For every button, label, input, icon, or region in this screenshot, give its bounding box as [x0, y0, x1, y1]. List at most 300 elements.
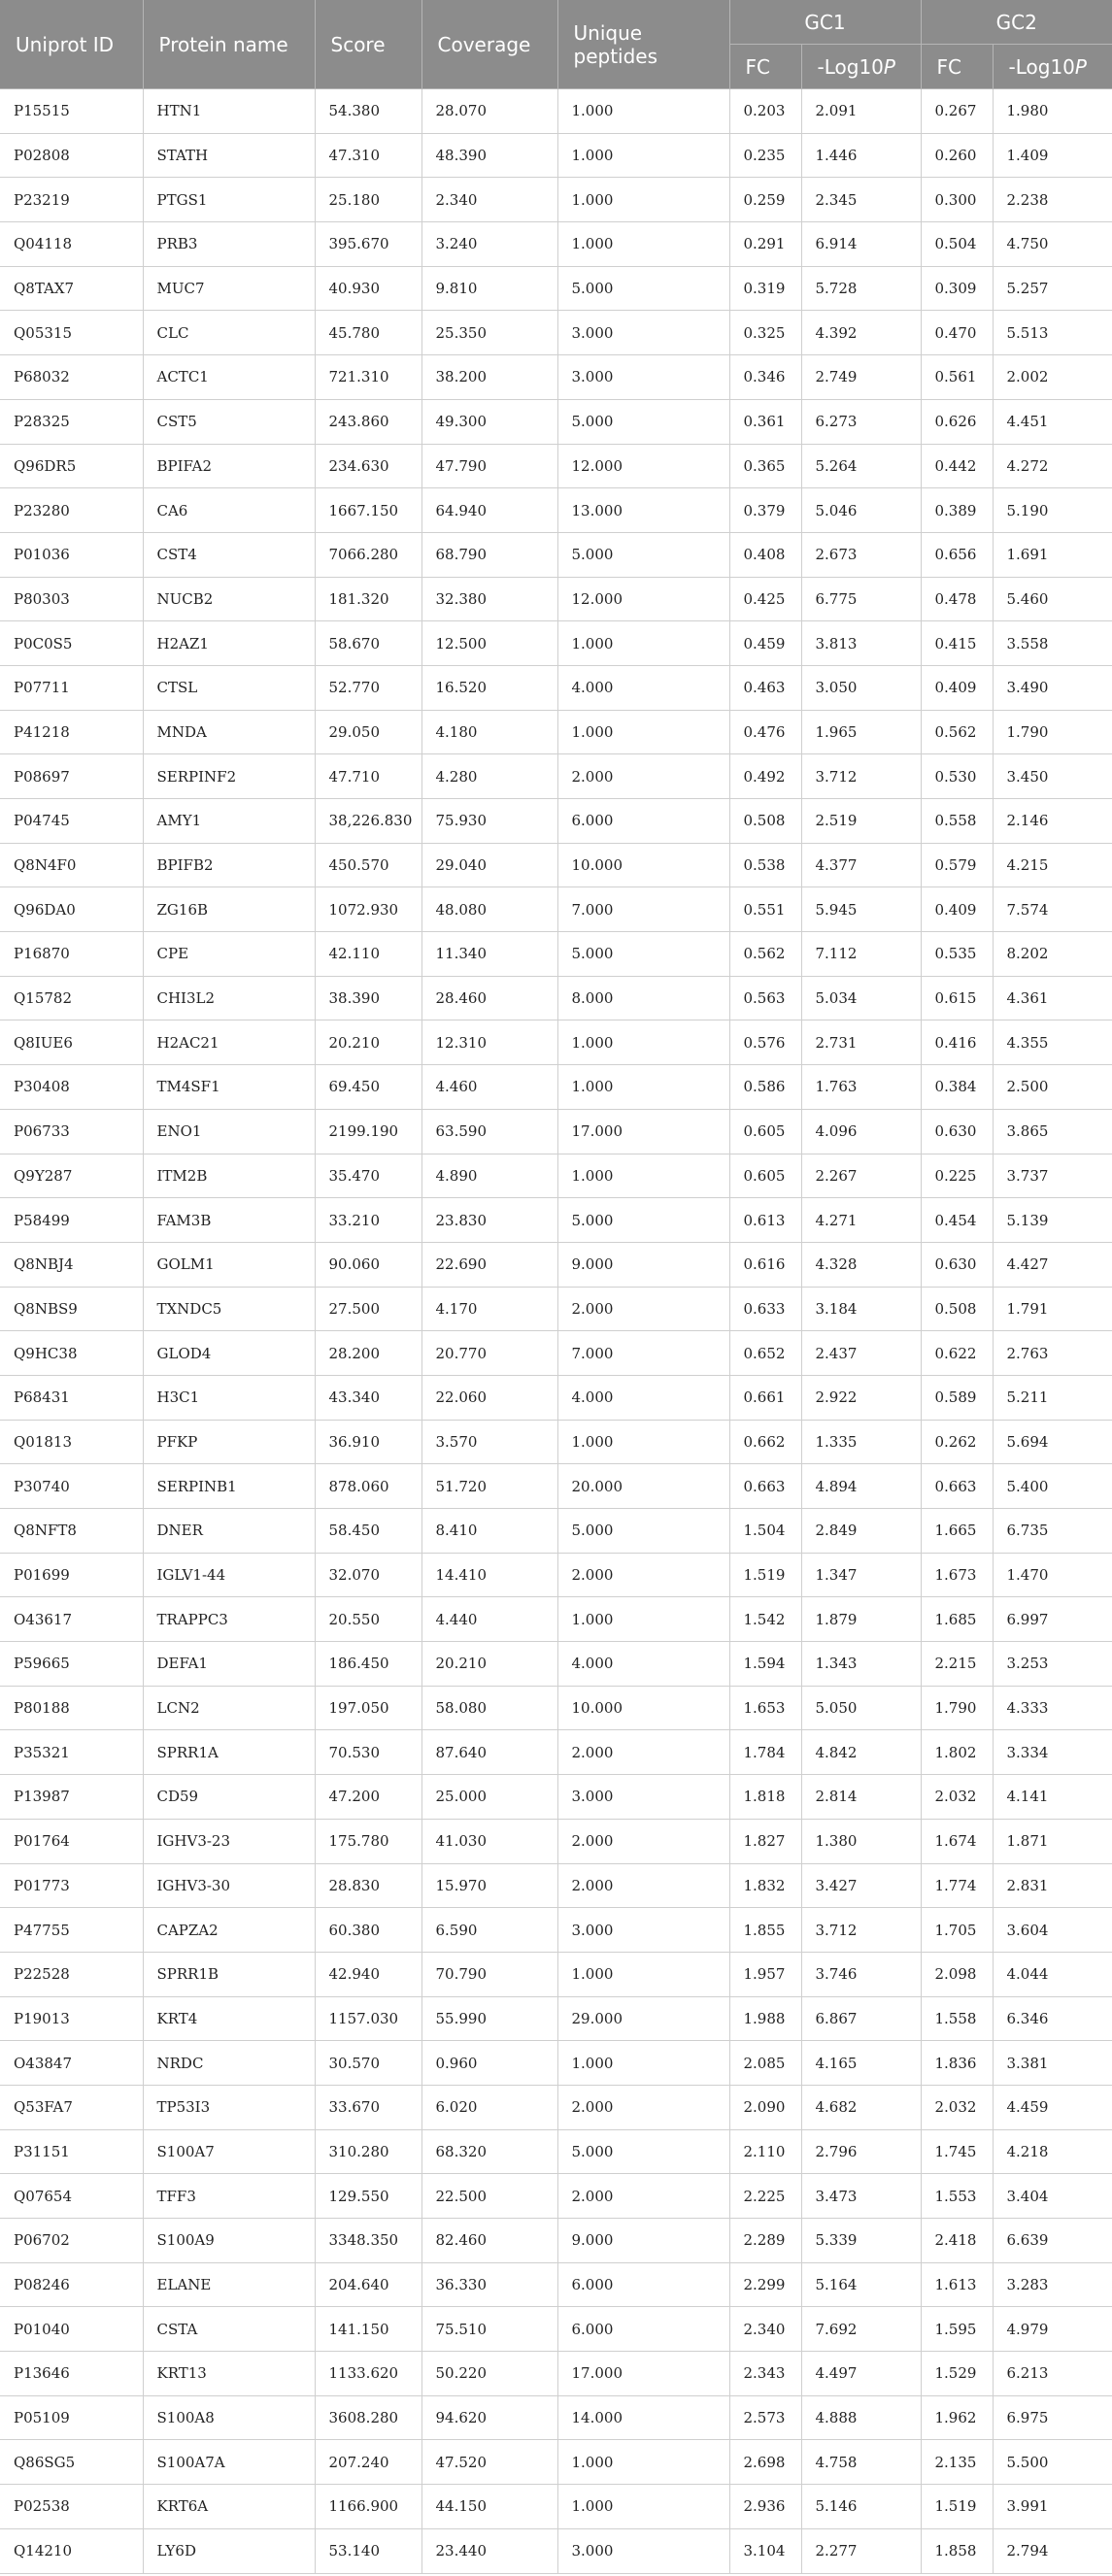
- cell-gc1-fc: 2.110: [729, 2129, 801, 2174]
- cell-protein-name: KRT6A: [143, 2485, 315, 2529]
- cell-protein-name: IGHV3-23: [143, 1819, 315, 1863]
- cell-uniprot-id: P04745: [0, 799, 143, 844]
- cell-protein-name: ZG16B: [143, 887, 315, 932]
- cell-gc1-neglog10p: 3.184: [801, 1287, 921, 1331]
- cell-coverage: 22.500: [421, 2174, 557, 2219]
- cell-coverage: 0.960: [421, 2041, 557, 2086]
- cell-coverage: 23.440: [421, 2528, 557, 2573]
- cell-coverage: 68.320: [421, 2129, 557, 2174]
- cell-coverage: 4.180: [421, 710, 557, 754]
- cell-unique-peptides: 1.000: [557, 1952, 729, 1996]
- cell-gc1-neglog10p: 4.842: [801, 1730, 921, 1775]
- cell-score: 58.450: [315, 1509, 421, 1554]
- cell-gc2-fc: 0.267: [921, 89, 993, 134]
- cell-score: 878.060: [315, 1464, 421, 1509]
- cell-uniprot-id: P06733: [0, 1109, 143, 1154]
- cell-unique-peptides: 5.000: [557, 932, 729, 977]
- cell-coverage: 94.620: [421, 2395, 557, 2440]
- cell-gc1-fc: 0.492: [729, 754, 801, 799]
- cell-coverage: 38.200: [421, 355, 557, 400]
- cell-gc1-neglog10p: 7.692: [801, 2307, 921, 2352]
- cell-gc1-fc: 2.090: [729, 2085, 801, 2129]
- cell-gc2-fc: 0.309: [921, 266, 993, 311]
- table-row: [0, 1065, 1112, 1110]
- table-row: [0, 2262, 1112, 2307]
- cell-gc1-fc: 0.662: [729, 1420, 801, 1464]
- cell-gc2-fc: 0.589: [921, 1375, 993, 1420]
- table-row: [0, 311, 1112, 355]
- cell-protein-name: GOLM1: [143, 1242, 315, 1287]
- cell-score: 395.670: [315, 222, 421, 267]
- cell-score: 186.450: [315, 1642, 421, 1687]
- cell-gc2-neglog10p: 3.404: [993, 2174, 1112, 2219]
- cell-unique-peptides: 5.000: [557, 266, 729, 311]
- cell-gc2-fc: 2.032: [921, 2085, 993, 2129]
- cell-score: 47.710: [315, 754, 421, 799]
- cell-score: 1166.900: [315, 2485, 421, 2529]
- cell-coverage: 4.440: [421, 1597, 557, 1642]
- cell-gc2-fc: 0.663: [921, 1464, 993, 1509]
- cell-gc2-fc: 0.535: [921, 932, 993, 977]
- cell-uniprot-id: P59665: [0, 1642, 143, 1687]
- table-row: [0, 665, 1112, 710]
- cell-protein-name: CA6: [143, 488, 315, 533]
- header-gc2-fc: FC: [921, 45, 993, 89]
- cell-score: 30.570: [315, 2041, 421, 2086]
- cell-coverage: 47.790: [421, 444, 557, 488]
- cell-score: 42.940: [315, 1952, 421, 1996]
- cell-unique-peptides: 1.000: [557, 1065, 729, 1110]
- neglog-p: P: [883, 54, 895, 79]
- cell-score: 52.770: [315, 665, 421, 710]
- cell-score: 60.380: [315, 1908, 421, 1953]
- cell-coverage: 3.240: [421, 222, 557, 267]
- cell-score: 33.210: [315, 1198, 421, 1243]
- cell-score: 25.180: [315, 178, 421, 222]
- cell-gc2-fc: 0.442: [921, 444, 993, 488]
- cell-gc1-neglog10p: 1.763: [801, 1065, 921, 1110]
- cell-score: 40.930: [315, 266, 421, 311]
- cell-gc2-fc: 1.858: [921, 2528, 993, 2573]
- cell-gc2-neglog10p: 3.865: [993, 1109, 1112, 1154]
- cell-gc2-neglog10p: 2.831: [993, 1863, 1112, 1908]
- cell-protein-name: SPRR1B: [143, 1952, 315, 1996]
- cell-unique-peptides: 20.000: [557, 1464, 729, 1509]
- table-row: [0, 1109, 1112, 1154]
- cell-coverage: 8.410: [421, 1509, 557, 1554]
- cell-score: 1133.620: [315, 2352, 421, 2396]
- cell-uniprot-id: P0C0S5: [0, 621, 143, 666]
- cell-gc2-neglog10p: 4.272: [993, 444, 1112, 488]
- cell-gc1-neglog10p: 2.519: [801, 799, 921, 844]
- table-row: [0, 2352, 1112, 2396]
- cell-gc1-fc: 2.225: [729, 2174, 801, 2219]
- table-row: [0, 621, 1112, 666]
- cell-gc2-neglog10p: 3.558: [993, 621, 1112, 666]
- cell-unique-peptides: 1.000: [557, 89, 729, 134]
- table-row: [0, 1464, 1112, 1509]
- cell-gc1-neglog10p: 2.922: [801, 1375, 921, 1420]
- cell-coverage: 48.080: [421, 887, 557, 932]
- table-row: [0, 532, 1112, 577]
- cell-gc1-neglog10p: 2.849: [801, 1509, 921, 1554]
- cell-gc2-fc: 1.665: [921, 1509, 993, 1554]
- cell-gc1-fc: 3.104: [729, 2528, 801, 2573]
- cell-coverage: 2.340: [421, 178, 557, 222]
- cell-protein-name: CAPZA2: [143, 1908, 315, 1953]
- table-row: [0, 710, 1112, 754]
- cell-protein-name: TRAPPC3: [143, 1597, 315, 1642]
- cell-protein-name: MUC7: [143, 266, 315, 311]
- cell-gc1-fc: 1.827: [729, 1819, 801, 1863]
- cell-gc2-neglog10p: 4.459: [993, 2085, 1112, 2129]
- cell-gc2-neglog10p: 1.871: [993, 1819, 1112, 1863]
- cell-uniprot-id: P01699: [0, 1553, 143, 1597]
- cell-protein-name: IGLV1-44: [143, 1553, 315, 1597]
- cell-protein-name: MNDA: [143, 710, 315, 754]
- cell-gc2-neglog10p: 3.490: [993, 665, 1112, 710]
- cell-gc2-fc: 2.098: [921, 1952, 993, 1996]
- cell-unique-peptides: 1.000: [557, 1597, 729, 1642]
- cell-gc1-neglog10p: 5.046: [801, 488, 921, 533]
- cell-gc2-fc: 0.630: [921, 1242, 993, 1287]
- cell-gc1-neglog10p: 1.446: [801, 133, 921, 178]
- cell-gc2-fc: 0.260: [921, 133, 993, 178]
- cell-gc2-fc: 0.389: [921, 488, 993, 533]
- cell-unique-peptides: 10.000: [557, 1686, 729, 1730]
- cell-gc1-neglog10p: 3.746: [801, 1952, 921, 1996]
- cell-uniprot-id: P68431: [0, 1375, 143, 1420]
- cell-gc2-fc: 0.415: [921, 621, 993, 666]
- cell-unique-peptides: 29.000: [557, 1996, 729, 2041]
- cell-unique-peptides: 1.000: [557, 178, 729, 222]
- cell-unique-peptides: 3.000: [557, 2528, 729, 2573]
- cell-uniprot-id: Q96DA0: [0, 887, 143, 932]
- neglog-prefix: -Log10: [817, 54, 884, 79]
- table-row: [0, 1287, 1112, 1331]
- cell-uniprot-id: Q04118: [0, 222, 143, 267]
- cell-gc2-neglog10p: 4.333: [993, 1686, 1112, 1730]
- cell-gc1-fc: 0.476: [729, 710, 801, 754]
- cell-coverage: 22.060: [421, 1375, 557, 1420]
- cell-gc1-neglog10p: 2.437: [801, 1331, 921, 1376]
- cell-unique-peptides: 1.000: [557, 1154, 729, 1198]
- cell-unique-peptides: 9.000: [557, 2219, 729, 2263]
- cell-gc2-neglog10p: 6.735: [993, 1509, 1112, 1554]
- cell-protein-name: ITM2B: [143, 1154, 315, 1198]
- cell-protein-name: KRT13: [143, 2352, 315, 2396]
- cell-protein-name: SPRR1A: [143, 1730, 315, 1775]
- table-row: [0, 1331, 1112, 1376]
- cell-score: 90.060: [315, 1242, 421, 1287]
- cell-uniprot-id: P01040: [0, 2307, 143, 2352]
- table-row: [0, 1242, 1112, 1287]
- cell-coverage: 32.380: [421, 577, 557, 621]
- table-row: [0, 2041, 1112, 2086]
- cell-gc2-fc: 0.470: [921, 311, 993, 355]
- cell-protein-name: H2AZ1: [143, 621, 315, 666]
- cell-coverage: 63.590: [421, 1109, 557, 1154]
- cell-gc1-fc: 0.259: [729, 178, 801, 222]
- cell-coverage: 25.350: [421, 311, 557, 355]
- cell-uniprot-id: Q9HC38: [0, 1331, 143, 1376]
- cell-score: 53.140: [315, 2528, 421, 2573]
- cell-unique-peptides: 1.000: [557, 2485, 729, 2529]
- cell-gc1-fc: 2.299: [729, 2262, 801, 2307]
- cell-unique-peptides: 4.000: [557, 665, 729, 710]
- cell-score: 207.240: [315, 2440, 421, 2485]
- cell-protein-name: TM4SF1: [143, 1065, 315, 1110]
- cell-gc1-fc: 2.936: [729, 2485, 801, 2529]
- cell-score: 38.390: [315, 976, 421, 1020]
- table-row: [0, 932, 1112, 977]
- cell-unique-peptides: 14.000: [557, 2395, 729, 2440]
- cell-gc1-fc: 2.573: [729, 2395, 801, 2440]
- cell-gc1-neglog10p: 3.050: [801, 665, 921, 710]
- cell-unique-peptides: 3.000: [557, 1908, 729, 1953]
- cell-gc2-neglog10p: 2.794: [993, 2528, 1112, 2573]
- cell-score: 204.640: [315, 2262, 421, 2307]
- cell-gc2-neglog10p: 1.691: [993, 532, 1112, 577]
- cell-gc1-neglog10p: 1.335: [801, 1420, 921, 1464]
- cell-gc1-neglog10p: 1.380: [801, 1819, 921, 1863]
- cell-gc2-neglog10p: 5.190: [993, 488, 1112, 533]
- cell-gc2-neglog10p: 3.381: [993, 2041, 1112, 2086]
- cell-gc2-neglog10p: 4.979: [993, 2307, 1112, 2352]
- cell-unique-peptides: 5.000: [557, 1509, 729, 1554]
- cell-gc2-neglog10p: 2.238: [993, 178, 1112, 222]
- cell-gc1-fc: 0.616: [729, 1242, 801, 1287]
- cell-score: 450.570: [315, 843, 421, 887]
- cell-gc1-fc: 0.203: [729, 89, 801, 134]
- cell-gc1-neglog10p: 5.264: [801, 444, 921, 488]
- cell-uniprot-id: P05109: [0, 2395, 143, 2440]
- cell-score: 33.670: [315, 2085, 421, 2129]
- cell-gc1-neglog10p: 5.728: [801, 266, 921, 311]
- cell-gc2-fc: 0.626: [921, 399, 993, 444]
- cell-gc1-neglog10p: 4.328: [801, 1242, 921, 1287]
- cell-gc1-fc: 0.562: [729, 932, 801, 977]
- cell-score: 1667.150: [315, 488, 421, 533]
- cell-score: 29.050: [315, 710, 421, 754]
- table-row: [0, 1775, 1112, 1820]
- cell-coverage: 28.460: [421, 976, 557, 1020]
- cell-gc1-neglog10p: 4.096: [801, 1109, 921, 1154]
- cell-gc1-fc: 0.613: [729, 1198, 801, 1243]
- cell-gc1-fc: 2.085: [729, 2041, 801, 2086]
- cell-gc1-neglog10p: 5.050: [801, 1686, 921, 1730]
- cell-gc1-neglog10p: 6.914: [801, 222, 921, 267]
- cell-gc1-neglog10p: 7.112: [801, 932, 921, 977]
- cell-gc1-neglog10p: 2.673: [801, 532, 921, 577]
- cell-gc2-fc: 1.774: [921, 1863, 993, 1908]
- cell-uniprot-id: O43847: [0, 2041, 143, 2086]
- cell-unique-peptides: 3.000: [557, 311, 729, 355]
- cell-gc1-neglog10p: 2.091: [801, 89, 921, 134]
- table-row: [0, 976, 1112, 1020]
- cell-protein-name: S100A7A: [143, 2440, 315, 2485]
- cell-unique-peptides: 1.000: [557, 1420, 729, 1464]
- cell-coverage: 6.590: [421, 1908, 557, 1953]
- cell-coverage: 4.460: [421, 1065, 557, 1110]
- cell-gc2-neglog10p: 4.427: [993, 1242, 1112, 1287]
- cell-gc1-fc: 1.784: [729, 1730, 801, 1775]
- cell-protein-name: ELANE: [143, 2262, 315, 2307]
- cell-gc1-neglog10p: 2.267: [801, 1154, 921, 1198]
- cell-gc2-neglog10p: 2.763: [993, 1331, 1112, 1376]
- cell-gc2-fc: 0.225: [921, 1154, 993, 1198]
- cell-score: 42.110: [315, 932, 421, 977]
- cell-score: 310.280: [315, 2129, 421, 2174]
- table-row: [0, 843, 1112, 887]
- cell-gc1-neglog10p: 2.731: [801, 1020, 921, 1065]
- cell-gc2-fc: 0.508: [921, 1287, 993, 1331]
- cell-score: 38,226.830: [315, 799, 421, 844]
- cell-gc2-fc: 0.504: [921, 222, 993, 267]
- cell-gc2-fc: 1.802: [921, 1730, 993, 1775]
- cell-score: 36.910: [315, 1420, 421, 1464]
- cell-uniprot-id: P16870: [0, 932, 143, 977]
- cell-unique-peptides: 2.000: [557, 2085, 729, 2129]
- cell-score: 47.200: [315, 1775, 421, 1820]
- cell-protein-name: CST5: [143, 399, 315, 444]
- cell-coverage: 44.150: [421, 2485, 557, 2529]
- cell-gc1-fc: 0.459: [729, 621, 801, 666]
- cell-gc2-fc: 0.561: [921, 355, 993, 400]
- cell-uniprot-id: P08697: [0, 754, 143, 799]
- cell-gc1-neglog10p: 4.682: [801, 2085, 921, 2129]
- cell-protein-name: KRT4: [143, 1996, 315, 2041]
- cell-gc2-neglog10p: 6.997: [993, 1597, 1112, 1642]
- cell-coverage: 20.770: [421, 1331, 557, 1376]
- cell-gc2-neglog10p: 5.460: [993, 577, 1112, 621]
- cell-gc2-fc: 0.622: [921, 1331, 993, 1376]
- cell-gc2-neglog10p: 3.334: [993, 1730, 1112, 1775]
- cell-gc1-neglog10p: 4.888: [801, 2395, 921, 2440]
- cell-gc1-neglog10p: 5.034: [801, 976, 921, 1020]
- table-row: [0, 1686, 1112, 1730]
- cell-uniprot-id: Q96DR5: [0, 444, 143, 488]
- cell-unique-peptides: 1.000: [557, 621, 729, 666]
- cell-score: 69.450: [315, 1065, 421, 1110]
- cell-gc1-fc: 0.379: [729, 488, 801, 533]
- cell-coverage: 70.790: [421, 1952, 557, 1996]
- cell-unique-peptides: 2.000: [557, 1819, 729, 1863]
- cell-coverage: 20.210: [421, 1642, 557, 1687]
- table-row: [0, 577, 1112, 621]
- cell-gc1-fc: 0.652: [729, 1331, 801, 1376]
- cell-score: 175.780: [315, 1819, 421, 1863]
- cell-gc1-neglog10p: 3.813: [801, 621, 921, 666]
- cell-unique-peptides: 1.000: [557, 710, 729, 754]
- cell-coverage: 4.170: [421, 1287, 557, 1331]
- table-row: [0, 178, 1112, 222]
- table-header: [0, 0, 1112, 89]
- neglog-prefix: -Log10: [1008, 54, 1075, 79]
- cell-score: 20.210: [315, 1020, 421, 1065]
- cell-coverage: 22.690: [421, 1242, 557, 1287]
- cell-uniprot-id: P01773: [0, 1863, 143, 1908]
- cell-gc2-neglog10p: 3.283: [993, 2262, 1112, 2307]
- cell-gc1-fc: 0.605: [729, 1109, 801, 1154]
- table-row: [0, 1730, 1112, 1775]
- table-row: [0, 1952, 1112, 1996]
- table-row: [0, 133, 1112, 178]
- cell-protein-name: S100A7: [143, 2129, 315, 2174]
- cell-gc1-fc: 0.291: [729, 222, 801, 267]
- cell-protein-name: S100A9: [143, 2219, 315, 2263]
- cell-unique-peptides: 1.000: [557, 2041, 729, 2086]
- cell-gc1-fc: 1.504: [729, 1509, 801, 1554]
- cell-gc2-fc: 0.558: [921, 799, 993, 844]
- cell-protein-name: CLC: [143, 311, 315, 355]
- cell-coverage: 50.220: [421, 2352, 557, 2396]
- cell-unique-peptides: 7.000: [557, 887, 729, 932]
- cell-uniprot-id: P23219: [0, 178, 143, 222]
- cell-unique-peptides: 8.000: [557, 976, 729, 1020]
- cell-gc1-fc: 1.519: [729, 1553, 801, 1597]
- cell-uniprot-id: Q07654: [0, 2174, 143, 2219]
- cell-coverage: 12.310: [421, 1020, 557, 1065]
- cell-gc2-fc: 1.745: [921, 2129, 993, 2174]
- cell-protein-name: LCN2: [143, 1686, 315, 1730]
- cell-protein-name: CD59: [143, 1775, 315, 1820]
- cell-unique-peptides: 2.000: [557, 2174, 729, 2219]
- cell-gc2-fc: 2.032: [921, 1775, 993, 1820]
- cell-uniprot-id: Q8TAX7: [0, 266, 143, 311]
- table-row: [0, 488, 1112, 533]
- cell-score: 70.530: [315, 1730, 421, 1775]
- cell-gc2-fc: 0.409: [921, 887, 993, 932]
- cell-coverage: 11.340: [421, 932, 557, 977]
- cell-gc2-fc: 0.454: [921, 1198, 993, 1243]
- cell-unique-peptides: 7.000: [557, 1331, 729, 1376]
- cell-gc2-fc: 0.579: [921, 843, 993, 887]
- cell-coverage: 6.020: [421, 2085, 557, 2129]
- table-row: [0, 1198, 1112, 1243]
- cell-gc1-fc: 0.235: [729, 133, 801, 178]
- cell-score: 7066.280: [315, 532, 421, 577]
- cell-protein-name: PTGS1: [143, 178, 315, 222]
- cell-score: 234.630: [315, 444, 421, 488]
- cell-gc1-fc: 1.855: [729, 1908, 801, 1953]
- cell-score: 197.050: [315, 1686, 421, 1730]
- cell-uniprot-id: P47755: [0, 1908, 143, 1953]
- cell-uniprot-id: P23280: [0, 488, 143, 533]
- cell-unique-peptides: 4.000: [557, 1642, 729, 1687]
- cell-gc2-neglog10p: 3.991: [993, 2485, 1112, 2529]
- cell-uniprot-id: Q8IUE6: [0, 1020, 143, 1065]
- cell-gc1-fc: 0.576: [729, 1020, 801, 1065]
- cell-gc2-fc: 0.562: [921, 710, 993, 754]
- header-gc2-group: GC2: [921, 0, 1112, 45]
- cell-unique-peptides: 4.000: [557, 1375, 729, 1420]
- table-row: [0, 444, 1112, 488]
- cell-unique-peptides: 6.000: [557, 799, 729, 844]
- cell-gc2-fc: 1.595: [921, 2307, 993, 2352]
- cell-protein-name: TXNDC5: [143, 1287, 315, 1331]
- cell-gc2-neglog10p: 5.513: [993, 311, 1112, 355]
- cell-score: 54.380: [315, 89, 421, 134]
- cell-gc1-neglog10p: 1.343: [801, 1642, 921, 1687]
- cell-score: 141.150: [315, 2307, 421, 2352]
- cell-protein-name: TP53I3: [143, 2085, 315, 2129]
- cell-gc1-neglog10p: 3.712: [801, 1908, 921, 1953]
- cell-protein-name: PFKP: [143, 1420, 315, 1464]
- header-protein-name: Protein name: [143, 0, 315, 89]
- table-row: [0, 1863, 1112, 1908]
- cell-gc2-fc: 0.300: [921, 178, 993, 222]
